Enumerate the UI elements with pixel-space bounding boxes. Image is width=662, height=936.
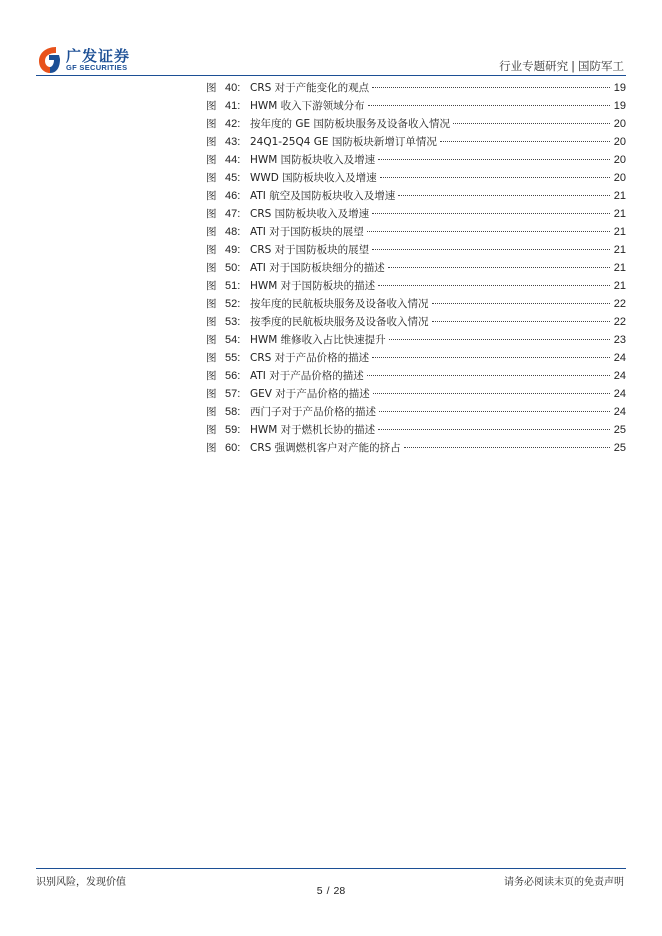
figure-prefix: 图 (206, 172, 217, 184)
page-reference: 21 (613, 190, 626, 202)
figure-prefix: 图 (206, 388, 217, 400)
toc-entry[interactable] (206, 349, 626, 367)
figure-number: 54: (225, 334, 241, 346)
dot-leader (367, 374, 610, 376)
dot-leader (432, 320, 611, 322)
figure-number: 42: (225, 118, 241, 130)
figure-prefix: 图 (206, 154, 217, 166)
figure-number: 46: (225, 190, 241, 202)
dot-leader (404, 446, 610, 448)
figure-title: ATI 对于国防板块细分的描述 (250, 262, 385, 274)
dot-leader (398, 194, 610, 196)
figure-prefix: 图 (206, 316, 217, 328)
figure-title: 按年度的 GE 国防板块服务及设备收入情况 (250, 118, 450, 130)
figure-title: WWD 国防板块收入及增速 (250, 172, 377, 184)
figure-number: 48: (225, 226, 241, 238)
toc-entry[interactable] (206, 295, 626, 313)
page-reference: 21 (613, 280, 626, 292)
figure-prefix: 图 (206, 82, 217, 94)
figure-title: ATI 对于国防板块的展望 (250, 226, 364, 238)
separator: | (571, 59, 575, 73)
figure-prefix: 图 (206, 100, 217, 112)
dot-leader (372, 248, 610, 250)
dot-leader (372, 356, 610, 358)
figure-prefix: 图 (206, 280, 217, 292)
figure-prefix: 图 (206, 442, 217, 454)
figure-prefix: 图 (206, 298, 217, 310)
figure-prefix: 图 (206, 226, 217, 238)
figure-number: 60: (225, 442, 241, 454)
figure-number: 40: (225, 82, 241, 94)
dot-leader (373, 392, 610, 394)
page-reference: 21 (613, 244, 626, 256)
figure-title: CRS 对于产能变化的观点 (250, 82, 370, 94)
page-reference: 20 (613, 154, 626, 166)
figure-number: 57: (225, 388, 241, 400)
toc-entry[interactable] (206, 439, 626, 457)
page-reference: 22 (613, 316, 626, 328)
page-reference: 20 (613, 172, 626, 184)
toc-entry[interactable] (206, 79, 626, 97)
toc-entry[interactable] (206, 385, 626, 403)
figure-title: ATI 航空及国防板块收入及增速 (250, 190, 396, 202)
industry-name: 国防军工 (578, 59, 624, 73)
dot-leader (380, 176, 610, 178)
toc-entry[interactable] (206, 151, 626, 169)
page-separator: / (326, 885, 330, 897)
page-reference: 19 (613, 82, 626, 94)
report-category (499, 58, 624, 74)
toc-entry[interactable] (206, 97, 626, 115)
figure-prefix: 图 (206, 190, 217, 202)
page-reference: 21 (613, 262, 626, 274)
figure-number: 55: (225, 352, 241, 364)
figure-prefix: 图 (206, 262, 217, 274)
dot-leader (389, 338, 610, 340)
figure-prefix: 图 (206, 208, 217, 220)
figure-number: 50: (225, 262, 241, 274)
current-page: 5 (316, 885, 323, 897)
figure-list (206, 79, 626, 457)
toc-entry[interactable] (206, 205, 626, 223)
figure-prefix: 图 (206, 370, 217, 382)
figure-number: 58: (225, 406, 241, 418)
dot-leader (368, 104, 610, 106)
toc-entry[interactable] (206, 277, 626, 295)
toc-entry[interactable] (206, 313, 626, 331)
figure-title: ATI 对于产品价格的描述 (250, 370, 364, 382)
figure-number: 47: (225, 208, 241, 220)
figure-title: CRS 强调燃机客户对产能的挤占 (250, 442, 401, 454)
page-reference: 19 (613, 100, 626, 112)
figure-title: 西门子对于产品价格的描述 (250, 406, 376, 418)
figure-number: 44: (225, 154, 241, 166)
toc-entry[interactable] (206, 421, 626, 439)
figure-prefix: 图 (206, 406, 217, 418)
figure-prefix: 图 (206, 244, 217, 256)
dot-leader (378, 284, 610, 286)
figure-title: HWM 维修收入占比快速提升 (250, 334, 386, 346)
gf-logo-icon (36, 44, 64, 76)
page-reference: 24 (613, 352, 626, 364)
figure-number: 49: (225, 244, 241, 256)
figure-title: CRS 对于产品价格的描述 (250, 352, 370, 364)
figure-title: GEV 对于产品价格的描述 (250, 388, 370, 400)
toc-entry[interactable] (206, 241, 626, 259)
dot-leader (379, 410, 610, 412)
page-reference: 24 (613, 406, 626, 418)
figure-title: CRS 国防板块收入及增速 (250, 208, 370, 220)
dot-leader (388, 266, 610, 268)
figure-title: HWM 对于燃机长协的描述 (250, 424, 376, 436)
toc-entry[interactable] (206, 367, 626, 385)
dot-leader (440, 140, 610, 142)
page-reference: 20 (613, 118, 626, 130)
toc-entry[interactable] (206, 115, 626, 133)
page-reference: 24 (613, 370, 626, 382)
dot-leader (378, 158, 610, 160)
dot-leader (453, 122, 610, 124)
page-reference: 21 (613, 226, 626, 238)
page-reference: 23 (613, 334, 626, 346)
figure-number: 52: (225, 298, 241, 310)
page-reference: 21 (613, 208, 626, 220)
figure-title: 24Q1-25Q4 GE 国防板块新增订单情况 (250, 136, 437, 148)
figure-number: 41: (225, 100, 241, 112)
header-divider (36, 75, 626, 76)
page-reference: 25 (613, 442, 626, 454)
toc-entry[interactable] (206, 403, 626, 421)
toc-entry[interactable] (206, 133, 626, 151)
figure-title: 按季度的民航板块服务及设备收入情况 (250, 316, 429, 328)
figure-prefix: 图 (206, 424, 217, 436)
figure-number: 53: (225, 316, 241, 328)
figure-number: 43: (225, 136, 241, 148)
page-header (0, 0, 662, 78)
figure-title: CRS 对于国防板块的展望 (250, 244, 370, 256)
logo-chinese-name: 广发证券 (66, 47, 131, 65)
page-reference: 20 (613, 136, 626, 148)
report-type: 行业专题研究 (499, 59, 569, 73)
page-reference: 24 (613, 388, 626, 400)
gf-securities-logo (36, 44, 176, 76)
figure-title: HWM 对于国防板块的描述 (250, 280, 376, 292)
figure-number: 59: (225, 424, 241, 436)
figure-number: 51: (225, 280, 241, 292)
dot-leader (432, 302, 611, 304)
dot-leader (378, 428, 610, 430)
dot-leader (372, 212, 610, 214)
toc-entry[interactable] (206, 223, 626, 241)
figure-title: 按年度的民航板块服务及设备收入情况 (250, 298, 429, 310)
figure-prefix: 图 (206, 136, 217, 148)
toc-entry[interactable] (206, 169, 626, 187)
footer-slogan: 识别风险，发现价值 (36, 877, 126, 888)
toc-entry[interactable] (206, 259, 626, 277)
total-pages: 28 (333, 885, 346, 897)
dot-leader (372, 86, 610, 88)
logo-english-name: GF SECURITIES (66, 63, 128, 72)
toc-entry[interactable] (206, 331, 626, 349)
page-number (0, 885, 662, 897)
figure-prefix: 图 (206, 118, 217, 130)
dot-leader (367, 230, 610, 232)
figure-number: 45: (225, 172, 241, 184)
page-reference: 25 (613, 424, 626, 436)
figure-number: 56: (225, 370, 241, 382)
figure-title: HWM 收入下游领域分布 (250, 100, 365, 112)
toc-entry[interactable] (206, 187, 626, 205)
figure-title: HWM 国防板块收入及增速 (250, 154, 376, 166)
page-reference: 22 (613, 298, 626, 310)
figure-prefix: 图 (206, 334, 217, 346)
footer-divider (36, 868, 626, 869)
disclaimer-notice: 请务必阅读末页的免责声明 (504, 877, 624, 888)
figure-prefix: 图 (206, 352, 217, 364)
